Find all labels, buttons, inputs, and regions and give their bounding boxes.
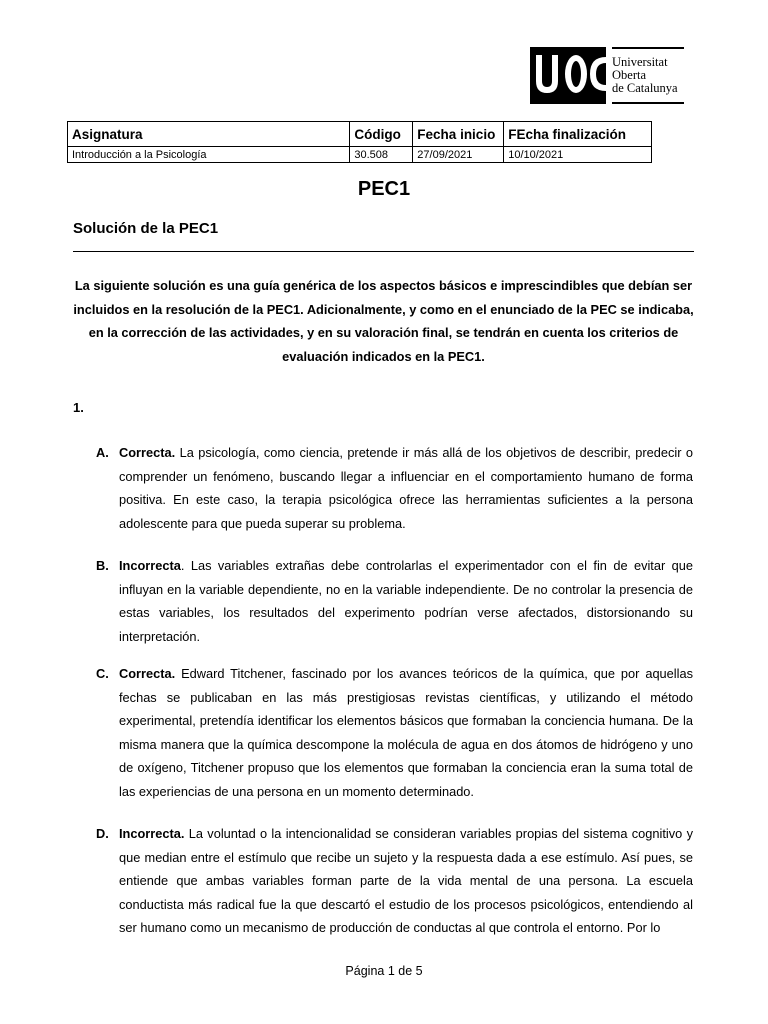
logo-line-3: de Catalunya xyxy=(612,81,678,95)
course-info-table xyxy=(67,121,652,163)
item-letter: C. xyxy=(96,666,109,681)
uoc-logo-text xyxy=(612,47,684,104)
item-text: La psicología, como ciencia, pretende ir más allá de los objetivos de describir, predecir o comprender un fenómeno, buscando llegar a influenciar en el comportamiento humano de forma positiva. En este caso, la terapia psicológica ofrece las herramientas suficientes a la persona adolescente para que pueda superar su problema. xyxy=(119,445,693,531)
header-asignatura: Asignatura xyxy=(68,122,350,147)
logo-line-1: Universitat xyxy=(612,55,668,69)
item-body xyxy=(119,662,693,803)
uoc-logo-mark xyxy=(530,47,606,104)
item-verdict: Incorrecta. xyxy=(119,826,185,841)
answer-item-c xyxy=(96,662,693,803)
question-number: 1. xyxy=(73,400,84,415)
header-fecha-finalizacion: FEcha finalización xyxy=(504,122,652,147)
item-verdict: Correcta. xyxy=(119,445,176,460)
item-text: La voluntad o la intencionalidad se consideran variables propias del sistema cognitivo y que median entre el estímulo que recibe un sujeto y la respuesta dada a ese estímulo. Así pues, se entiende que ambas variables forman parte de la vida mental de una persona. La escuela conductista más radical fue la que descartó el estudio de los procesos psicológicos, entendiendo al ser humano como un mecanismo de producción de conductas al que controla el entorno. Por lo xyxy=(119,826,693,935)
item-letter: A. xyxy=(96,445,109,460)
cell-codigo: 30.508 xyxy=(350,147,413,163)
table-row xyxy=(68,147,652,163)
cell-asignatura: Introducción a la Psicología xyxy=(68,147,350,163)
item-verdict: Incorrecta xyxy=(119,558,181,573)
answer-item-a xyxy=(96,441,693,535)
logo-line-2: Oberta xyxy=(612,68,647,82)
item-text: Edward Titchener, fascinado por los avances teóricos de la química, que por aquellas fechas se publicaban en las más prestigiosas revistas científicas, y utilizando el método experimental, pretendía identificar los elementos básicos que formaban la conciencia humana. De la misma manera que la química descompone la molécula de agua en dos átomos de hidrógeno y uno de oxígeno, Titchener propuso que los elementos que formaban la conciencia eran la suma total de las experiencias de una persona en un momento determinado. xyxy=(119,666,693,799)
item-verdict: Correcta. xyxy=(119,666,176,681)
page-footer: Página 1 de 5 xyxy=(345,964,423,978)
answer-item-b xyxy=(96,554,693,648)
item-body xyxy=(119,822,693,940)
item-body xyxy=(119,441,693,535)
item-letter: D. xyxy=(96,826,109,841)
uoc-logo xyxy=(530,47,684,104)
header-codigo: Código xyxy=(350,122,413,147)
cell-fecha-inicio: 27/09/2021 xyxy=(413,147,504,163)
cell-fecha-finalizacion: 10/10/2021 xyxy=(504,147,652,163)
item-body xyxy=(119,554,693,648)
item-letter: B. xyxy=(96,558,109,573)
divider xyxy=(73,251,694,252)
page-title: PEC1 xyxy=(357,178,411,200)
intro-paragraph: La siguiente solución es una guía genérica de los aspectos básicos e imprescindibles que debían ser incluidos en la resolución de la PEC1. Adicionalmente, y como en el enunciado de la PEC se indicaba, en la corrección de las actividades, y en su valoración final, se tendrán en cuenta los criterios de evaluación indicados en la PEC1. xyxy=(73,278,694,364)
item-text: . Las variables extrañas debe controlarlas el experimentador con el fin de evitar que influyan en la variable dependiente, no en la variable independiente. De no controlar la presencia de estas variables, los resultados del experimento podrían verse afectados, distorsionando su interpretación. xyxy=(119,558,693,644)
answer-item-d xyxy=(96,822,693,940)
table-header-row xyxy=(68,122,652,147)
header-fecha-inicio: Fecha inicio xyxy=(413,122,504,147)
section-subtitle: Solución de la PEC1 xyxy=(73,220,219,237)
